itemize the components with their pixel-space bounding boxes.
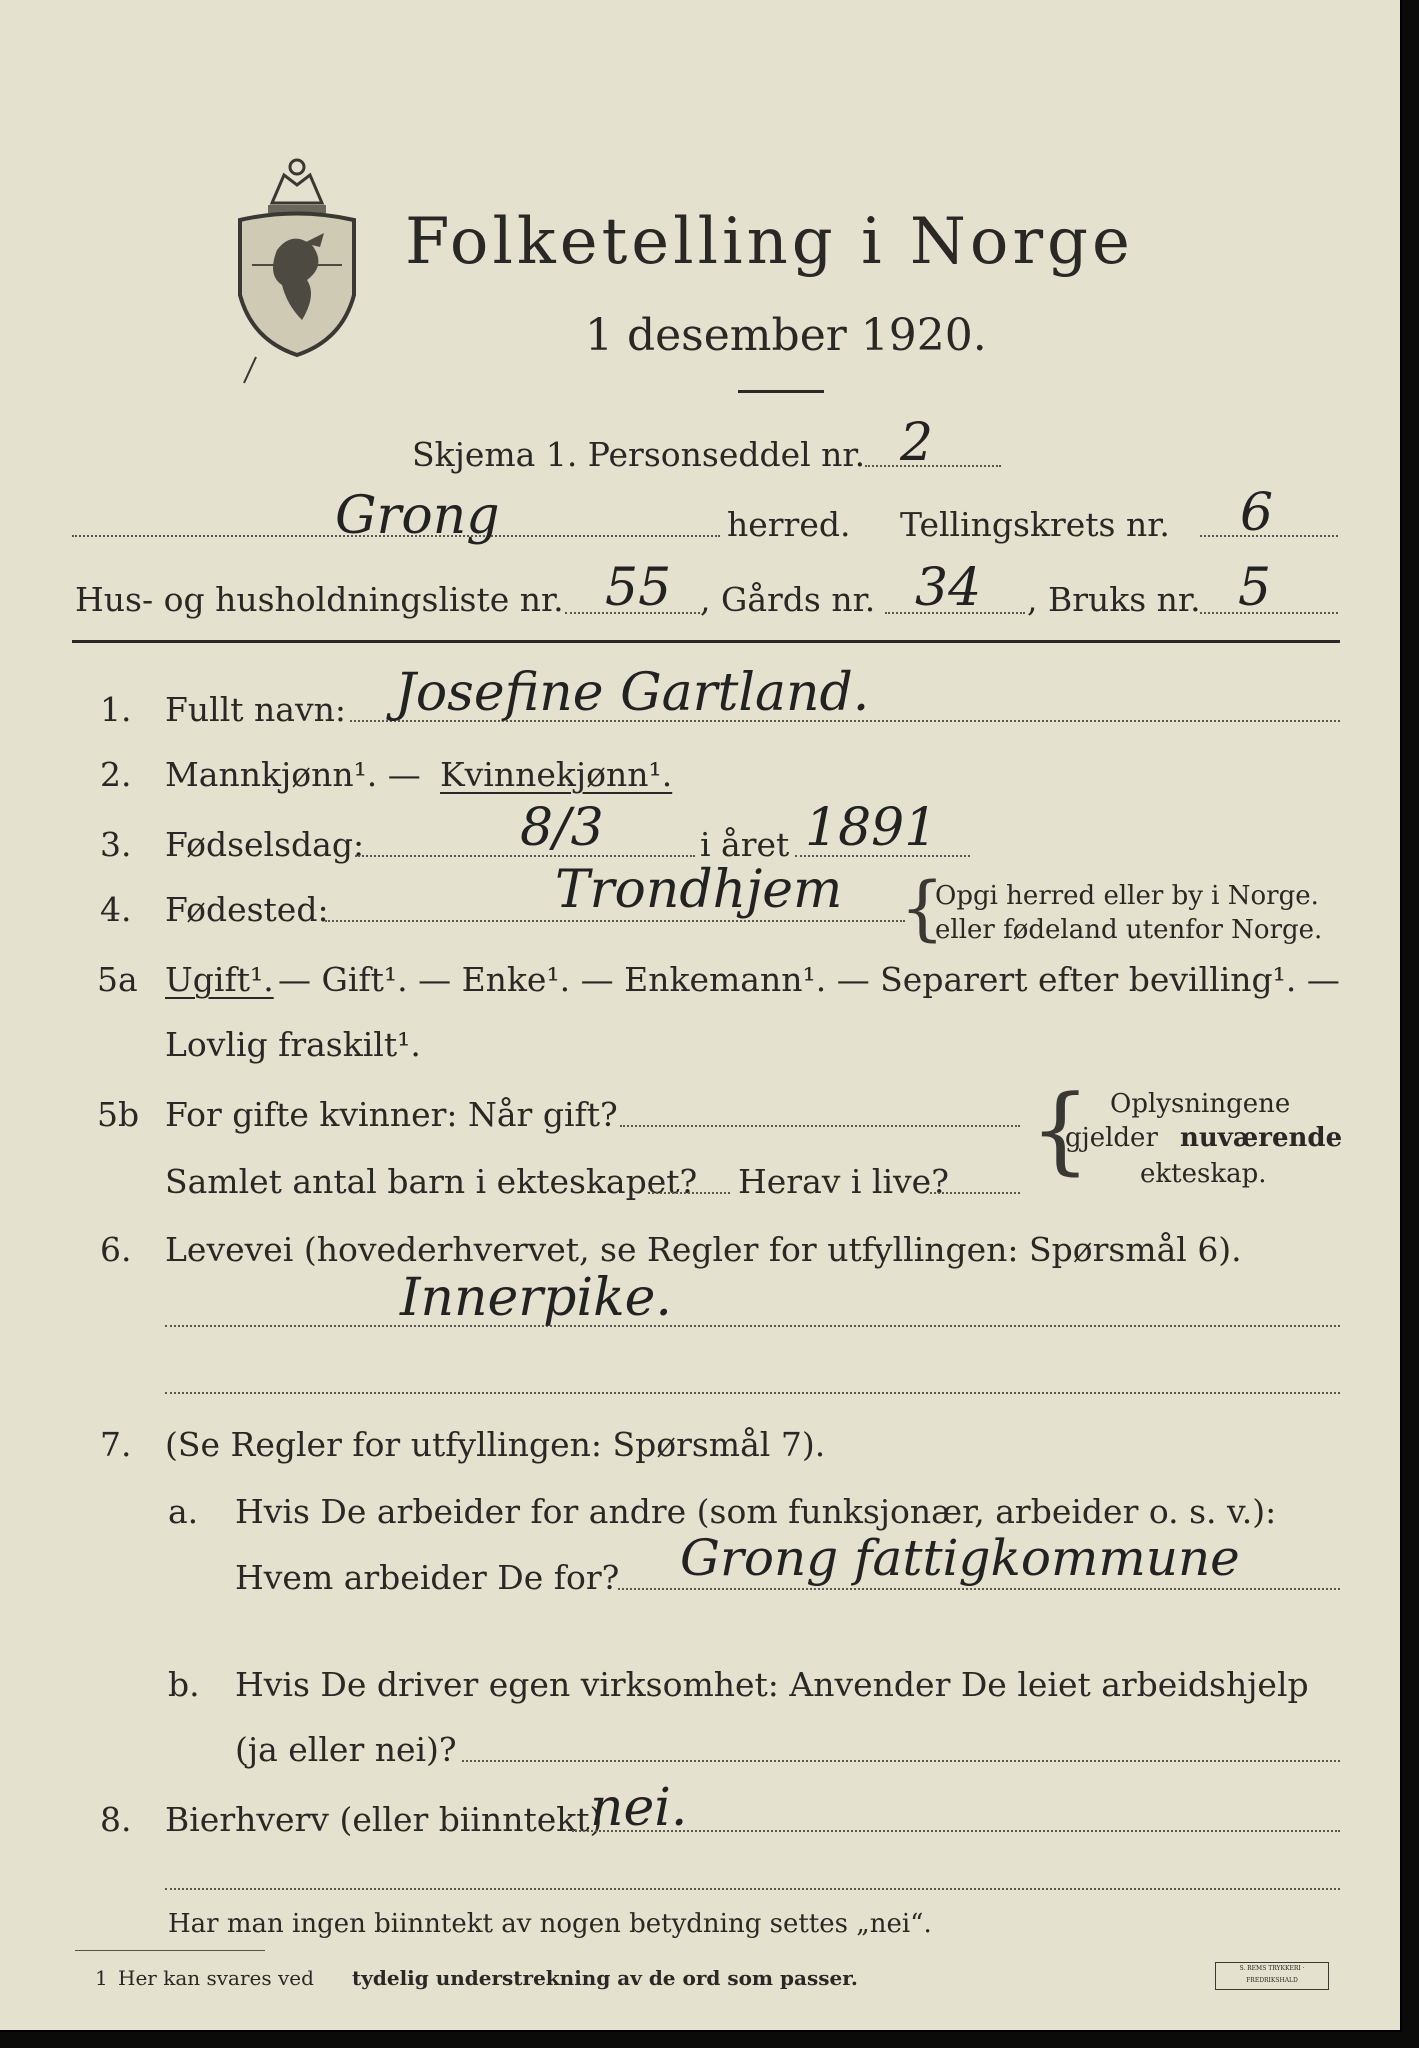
q6-label: Levevei (hovederhvervet, se Regler for utfyllingen: Spørsmål 6).	[165, 1230, 1242, 1269]
footnote-number: 1	[95, 1966, 108, 1990]
q4-number: 4.	[100, 890, 132, 929]
bruks-label: , Bruks nr.	[1027, 580, 1201, 619]
pencil-mark-icon	[240, 355, 260, 385]
q5a-number: 5a	[97, 960, 138, 999]
q5b-number: 5b	[97, 1095, 140, 1134]
q7b-label: Hvis De driver egen virksomhet: Anvender De leiet arbeidshjelp	[235, 1665, 1309, 1704]
form-title: Folketelling i Norge	[405, 205, 1134, 279]
q5b-alive-label: Herav i live?	[738, 1162, 949, 1201]
q7-number: 7.	[100, 1425, 132, 1464]
q7-label: (Se Regler for utfyllingen: Spørsmål 7).	[165, 1425, 826, 1464]
q3-year-label: i året	[700, 825, 790, 864]
birthplace-value[interactable]: Trondhjem	[555, 860, 843, 920]
q5b-children-field-line	[648, 1192, 730, 1194]
civil-status-divorced-option[interactable]: Lovlig fraskilt¹.	[165, 1025, 421, 1064]
q7a-field-line	[618, 1588, 1340, 1590]
q8-field-line-2	[165, 1888, 1340, 1890]
tellingskrets-value[interactable]: 6	[1240, 483, 1274, 543]
footnote-divider	[75, 1950, 265, 1951]
section-divider	[72, 640, 1340, 643]
tellingskrets-label: Tellingskrets nr.	[900, 505, 1170, 544]
q5b-note-line2b: nuværende	[1180, 1123, 1343, 1153]
q4-label: Fødested:	[165, 890, 329, 929]
footer-note: Har man ingen biinntekt av nogen betydning settes „nei“.	[168, 1909, 932, 1939]
hus-value[interactable]: 55	[605, 558, 672, 618]
q5b-note-line2a: gjelder	[1065, 1123, 1158, 1153]
q4-field-line	[325, 920, 905, 922]
footnote-text-a: Her kan svares ved	[118, 1966, 314, 1990]
q1-number: 1.	[100, 690, 132, 729]
q5b-note-line1: Oplysningene	[1110, 1089, 1291, 1119]
q4-note-line2: eller fødeland utenfor Norge.	[935, 915, 1323, 945]
header-divider	[738, 390, 824, 393]
schema-label: Skjema 1. Personseddel nr.	[412, 435, 866, 474]
q7b-number: b.	[168, 1665, 200, 1704]
herred-label: herred.	[727, 505, 851, 544]
q8-number: 8.	[100, 1800, 132, 1839]
printer-stamp: S. REMS TRYKKERI · FREDRIKSHALD	[1215, 1962, 1329, 1990]
q6-field-line	[165, 1325, 1340, 1327]
birth-year-value[interactable]: 1891	[805, 798, 938, 858]
sex-female-option[interactable]: Kvinnekjønn¹.	[440, 755, 673, 794]
bruks-value[interactable]: 5	[1238, 558, 1272, 618]
schema-value[interactable]: 2	[900, 413, 934, 473]
full-name-value[interactable]: Josefine Gartland.	[395, 663, 870, 723]
q5b-label: For gifte kvinner: Når gift?	[165, 1095, 618, 1134]
q4-note-line1: Opgi herred eller by i Norge.	[935, 881, 1319, 911]
sex-male-option[interactable]: Mannkjønn¹. —	[165, 755, 421, 794]
herred-value[interactable]: Grong	[335, 486, 500, 546]
q1-label: Fullt navn:	[165, 690, 346, 729]
q7a-number: a.	[168, 1492, 199, 1531]
q3-label: Fødselsdag:	[165, 825, 365, 864]
q7a-label: Hvis De arbeider for andre (som funksjonær, arbeider o. s. v.):	[235, 1492, 1277, 1531]
gards-label: , Gårds nr.	[700, 580, 876, 619]
q7b-question: (ja eller nei)?	[235, 1730, 457, 1769]
q5b-note-line3: ekteskap.	[1140, 1159, 1267, 1189]
q7a-question: Hvem arbeider De for?	[235, 1558, 620, 1597]
q6-number: 6.	[100, 1230, 132, 1269]
q3-number: 3.	[100, 825, 132, 864]
q5b-children-label: Samlet antal barn i ekteskapet?	[165, 1162, 698, 1201]
employer-value[interactable]: Grong fattigkommune	[680, 1529, 1240, 1587]
q5b-alive-field-line	[930, 1192, 1020, 1194]
q2-number: 2.	[100, 755, 132, 794]
q6-field-line-2	[165, 1392, 1340, 1394]
gards-value[interactable]: 34	[915, 558, 982, 618]
form-date: 1 desember 1920.	[585, 310, 987, 361]
q4-brace: {	[900, 867, 945, 949]
side-income-value[interactable]: nei.	[590, 1778, 688, 1838]
coat-of-arms-icon	[232, 145, 362, 360]
birthday-value[interactable]: 8/3	[520, 798, 604, 858]
q5b-brace: {	[1030, 1075, 1091, 1185]
occupation-value[interactable]: Innerpike.	[400, 1268, 672, 1328]
q8-label: Bierhverv (eller biinntekt)	[165, 1800, 603, 1839]
q7b-field-line	[462, 1760, 1340, 1762]
q5b-married-field-line	[620, 1125, 1020, 1127]
footnote-text-b: tydelig understrekning av de ord som passer.	[352, 1966, 858, 1990]
hus-label: Hus- og husholdningsliste nr.	[75, 580, 564, 619]
civil-status-other-options[interactable]: — Gift¹. — Enke¹. — Enkemann¹. — Separert efter bevilling¹. —	[278, 960, 1340, 999]
civil-status-unmarried-option[interactable]: Ugift¹.	[165, 960, 274, 999]
